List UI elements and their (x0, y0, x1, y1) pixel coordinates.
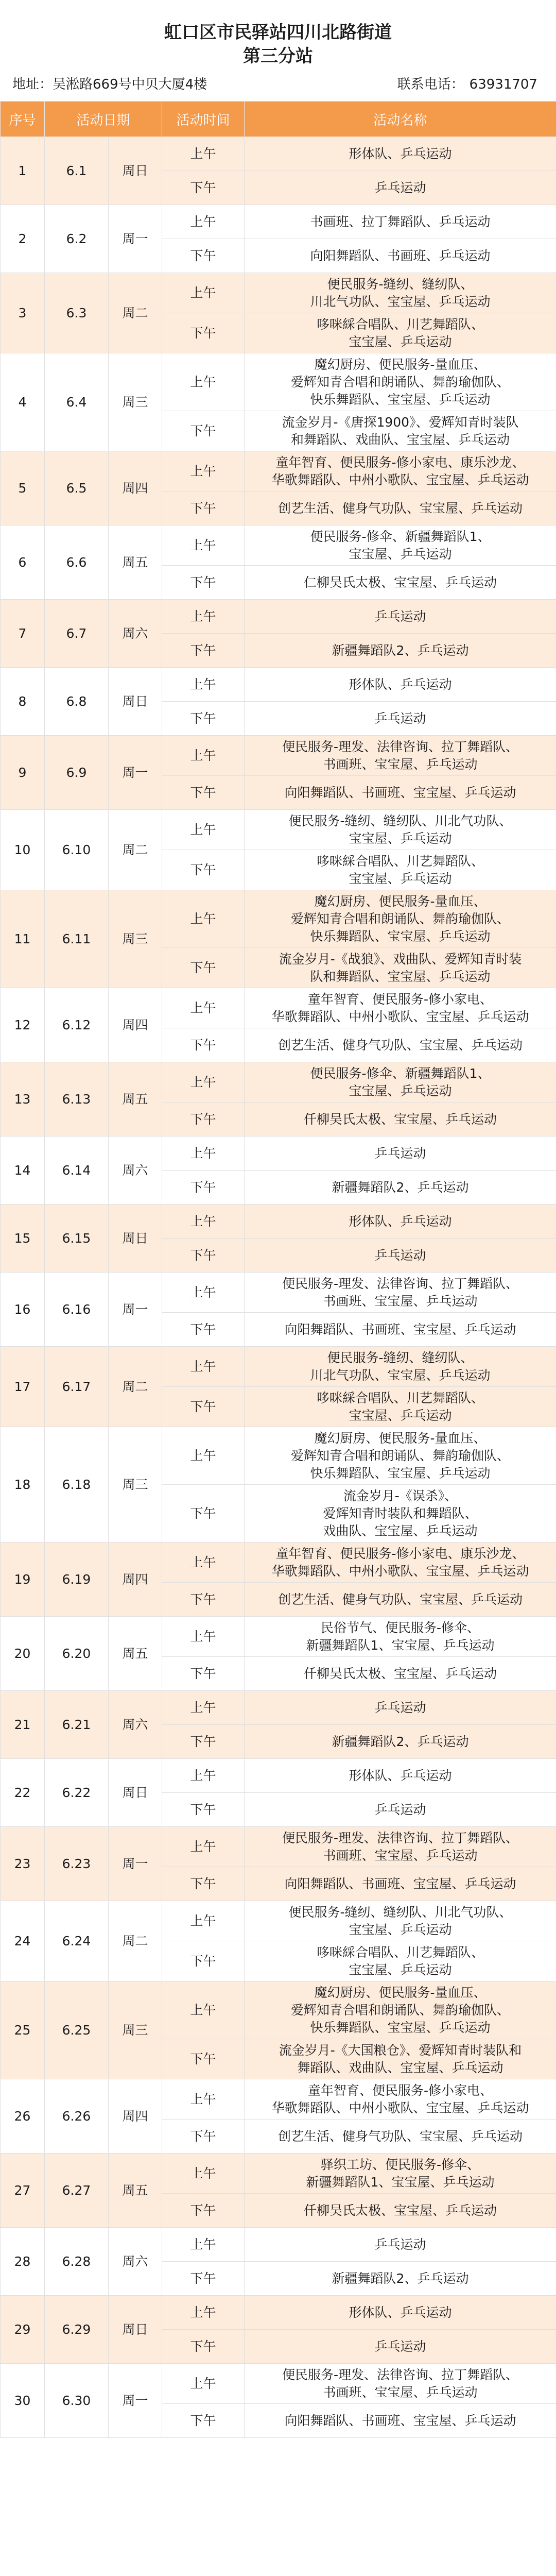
row-number: 2 (1, 205, 45, 273)
time-pm-label: 下午 (162, 1485, 245, 1543)
activity-am: 书画班、拉丁舞蹈队、乒乓运动 (245, 205, 556, 239)
row-date: 6.5 (45, 451, 109, 526)
time-pm-label: 下午 (162, 1103, 245, 1137)
time-am-label: 上午 (162, 205, 245, 239)
time-pm-label: 下午 (162, 1793, 245, 1827)
activity-pm: 乒乓运动 (245, 702, 556, 736)
row-weekday: 周三 (109, 1427, 162, 1543)
row-weekday: 周二 (109, 1901, 162, 1981)
row-number: 27 (1, 2154, 45, 2228)
time-pm-label: 下午 (162, 1313, 245, 1347)
row-weekday: 周一 (109, 205, 162, 273)
time-am-label: 上午 (162, 526, 245, 566)
row-weekday: 周日 (109, 668, 162, 736)
activity-pm: 新疆舞蹈队2、乒乓运动 (245, 2262, 556, 2296)
time-pm-label: 下午 (162, 2262, 245, 2296)
row-weekday: 周一 (109, 1827, 162, 1901)
activity-pm: 创艺生活、健身气功队、宝宝屋、乒乓运动 (245, 1028, 556, 1062)
row-weekday: 周四 (109, 451, 162, 526)
row-date: 6.26 (45, 2079, 109, 2154)
table-row-am (1, 988, 556, 1028)
activity-pm: 流金岁月-《误杀》、 爱辉知青时装队和舞蹈队、 戏曲队、宝宝屋、乒乓运动 (245, 1485, 556, 1543)
activity-pm: 流金岁月-《唐探1900》、爱辉知青时装队 和舞蹈队、戏曲队、宝宝屋、乒乓运动 (245, 411, 556, 451)
activity-pm: 向阳舞蹈队、书画班、宝宝屋、乒乓运动 (245, 776, 556, 810)
table-row-am (1, 1347, 556, 1387)
activity-pm: 向阳舞蹈队、书画班、乒乓运动 (245, 239, 556, 273)
activity-pm: 乒乓运动 (245, 2330, 556, 2364)
row-date: 6.22 (45, 1759, 109, 1827)
row-number: 20 (1, 1617, 45, 1691)
row-number: 10 (1, 810, 45, 890)
activity-am: 乒乓运动 (245, 1137, 556, 1171)
table-row-am (1, 2228, 556, 2262)
row-number: 28 (1, 2228, 45, 2296)
time-pm-label: 下午 (162, 313, 245, 353)
row-date: 6.9 (45, 736, 109, 810)
activity-am: 便民服务-理发、法律咨询、拉丁舞蹈队、 书画班、宝宝屋、乒乓运动 (245, 736, 556, 776)
table-row-am (1, 1617, 556, 1657)
activity-pm: 哆咪綵合唱队、川艺舞蹈队、 宝宝屋、乒乓运动 (245, 1941, 556, 1981)
row-number: 22 (1, 1759, 45, 1827)
activity-pm: 乒乓运动 (245, 1793, 556, 1827)
time-am-label: 上午 (162, 2296, 245, 2330)
activity-am: 便民服务-缝纫、缝纫队、 川北气功队、宝宝屋、乒乓运动 (245, 1347, 556, 1387)
activity-am: 童年智育、便民服务-修小家电、 华歌舞蹈队、中州小歌队、宝宝屋、乒乓运动 (245, 2079, 556, 2120)
row-date: 6.8 (45, 668, 109, 736)
row-number: 7 (1, 600, 45, 668)
row-number: 24 (1, 1901, 45, 1981)
row-number: 25 (1, 1981, 45, 2079)
table-row-am (1, 273, 556, 313)
row-number: 9 (1, 736, 45, 810)
row-number: 26 (1, 2079, 45, 2154)
time-am-label: 上午 (162, 736, 245, 776)
row-date: 6.13 (45, 1062, 109, 1137)
row-weekday: 周日 (109, 137, 162, 205)
activity-pm: 乒乓运动 (245, 171, 556, 205)
time-pm-label: 下午 (162, 634, 245, 668)
activity-am: 便民服务-修伞、新疆舞蹈队1、 宝宝屋、乒乓运动 (245, 1062, 556, 1103)
row-date: 6.12 (45, 988, 109, 1062)
activity-am: 童年智育、便民服务-修小家电、康乐沙龙、 华歌舞蹈队、中州小歌队、宝宝屋、乒乓运动 (245, 451, 556, 492)
time-pm-label: 下午 (162, 1028, 245, 1062)
row-date: 6.6 (45, 526, 109, 600)
activity-pm: 新疆舞蹈队2、乒乓运动 (245, 634, 556, 668)
time-pm-label: 下午 (162, 2039, 245, 2079)
row-date: 6.28 (45, 2228, 109, 2296)
address-value: 吴淞路669号中贝大厦4楼 (53, 77, 207, 92)
row-number: 8 (1, 668, 45, 736)
time-pm-label: 下午 (162, 411, 245, 451)
row-weekday: 周六 (109, 1137, 162, 1205)
table-row-am (1, 353, 556, 411)
row-date: 6.10 (45, 810, 109, 890)
table-row-am (1, 137, 556, 171)
activity-am: 乒乓运动 (245, 1691, 556, 1725)
table-row-am (1, 2079, 556, 2120)
activity-pm: 向阳舞蹈队、书画班、宝宝屋、乒乓运动 (245, 2404, 556, 2438)
header-date: 活动日期 (45, 101, 162, 137)
row-date: 6.2 (45, 205, 109, 273)
header-time: 活动时间 (162, 101, 245, 137)
activity-am: 便民服务-理发、法律咨询、拉丁舞蹈队、 书画班、宝宝屋、乒乓运动 (245, 1827, 556, 1867)
time-am-label: 上午 (162, 1273, 245, 1313)
table-row-am (1, 1543, 556, 1583)
time-pm-label: 下午 (162, 850, 245, 890)
row-number: 6 (1, 526, 45, 600)
activity-am: 便民服务-缝纫、缝纫队、川北气功队、 宝宝屋、乒乓运动 (245, 810, 556, 850)
row-weekday: 周三 (109, 353, 162, 451)
time-pm-label: 下午 (162, 1657, 245, 1691)
row-date: 6.14 (45, 1137, 109, 1205)
row-number: 15 (1, 1205, 45, 1273)
time-pm-label: 下午 (162, 566, 245, 600)
row-date: 6.16 (45, 1273, 109, 1347)
row-weekday: 周六 (109, 600, 162, 668)
row-number: 17 (1, 1347, 45, 1427)
row-weekday: 周三 (109, 890, 162, 988)
activity-am: 童年智育、便民服务-修小家电、 华歌舞蹈队、中州小歌队、宝宝屋、乒乓运动 (245, 988, 556, 1028)
time-pm-label: 下午 (162, 1941, 245, 1981)
time-pm-label: 下午 (162, 2330, 245, 2364)
row-date: 6.11 (45, 890, 109, 988)
activity-am: 便民服务-理发、法律咨询、拉丁舞蹈队、 书画班、宝宝屋、乒乓运动 (245, 2364, 556, 2404)
activity-am: 形体队、乒乓运动 (245, 1205, 556, 1239)
time-am-label: 上午 (162, 1901, 245, 1941)
time-pm-label: 下午 (162, 776, 245, 810)
row-date: 6.7 (45, 600, 109, 668)
row-date: 6.1 (45, 137, 109, 205)
time-am-label: 上午 (162, 2364, 245, 2404)
row-number: 4 (1, 353, 45, 451)
table-row-am (1, 2296, 556, 2330)
row-weekday: 周六 (109, 1691, 162, 1759)
address-block (12, 75, 207, 94)
activity-am: 便民服务-修伞、新疆舞蹈队1、 宝宝屋、乒乓运动 (245, 526, 556, 566)
time-am-label: 上午 (162, 600, 245, 634)
time-am-label: 上午 (162, 810, 245, 850)
row-date: 6.27 (45, 2154, 109, 2228)
activity-pm: 向阳舞蹈队、书画班、宝宝屋、乒乓运动 (245, 1313, 556, 1347)
row-number: 14 (1, 1137, 45, 1205)
activity-pm: 仟柳吴氏太极、宝宝屋、乒乓运动 (245, 1103, 556, 1137)
row-weekday: 周四 (109, 988, 162, 1062)
time-am-label: 上午 (162, 1427, 245, 1485)
table-row-am (1, 205, 556, 239)
activity-pm: 创艺生活、健身气功队、宝宝屋、乒乓运动 (245, 2120, 556, 2154)
row-weekday: 周日 (109, 1205, 162, 1273)
time-am-label: 上午 (162, 1205, 245, 1239)
table-row-am (1, 1205, 556, 1239)
activity-am: 形体队、乒乓运动 (245, 137, 556, 171)
table-row-am (1, 1273, 556, 1313)
activity-am: 形体队、乒乓运动 (245, 2296, 556, 2330)
time-am-label: 上午 (162, 668, 245, 702)
row-number: 11 (1, 890, 45, 988)
row-number: 3 (1, 273, 45, 353)
row-number: 16 (1, 1273, 45, 1347)
activity-am: 形体队、乒乓运动 (245, 668, 556, 702)
time-am-label: 上午 (162, 137, 245, 171)
activity-am: 魔幻厨房、便民服务-量血压、 爱辉知青合唱和朗诵队、舞韵瑜伽队、 快乐舞蹈队、宝宝屋、乒乓运动 (245, 890, 556, 948)
activity-am: 魔幻厨房、便民服务-量血压、 爱辉知青合唱和朗诵队、舞韵瑜伽队、 快乐舞蹈队、宝宝屋、乒乓运动 (245, 1981, 556, 2039)
time-am-label: 上午 (162, 2079, 245, 2120)
table-row-am (1, 1827, 556, 1867)
time-pm-label: 下午 (162, 492, 245, 526)
time-pm-label: 下午 (162, 171, 245, 205)
table-row-am (1, 526, 556, 566)
time-pm-label: 下午 (162, 1725, 245, 1759)
time-am-label: 上午 (162, 1827, 245, 1867)
row-weekday: 周二 (109, 810, 162, 890)
activity-pm: 哆咪綵合唱队、川艺舞蹈队、 宝宝屋、乒乓运动 (245, 850, 556, 890)
time-pm-label: 下午 (162, 1867, 245, 1901)
row-date: 6.15 (45, 1205, 109, 1273)
row-weekday: 周一 (109, 1273, 162, 1347)
time-pm-label: 下午 (162, 239, 245, 273)
activity-am: 乒乓运动 (245, 2228, 556, 2262)
row-date: 6.3 (45, 273, 109, 353)
row-date: 6.21 (45, 1691, 109, 1759)
row-weekday: 周四 (109, 2079, 162, 2154)
table-row-am (1, 451, 556, 492)
header-no: 序号 (1, 101, 45, 137)
table-row-am (1, 736, 556, 776)
activity-am: 形体队、乒乓运动 (245, 1759, 556, 1793)
activity-am: 童年智育、便民服务-修小家电、康乐沙龙、 华歌舞蹈队、中州小歌队、宝宝屋、乒乓运动 (245, 1543, 556, 1583)
page-title (0, 0, 556, 68)
table-row-am (1, 2154, 556, 2194)
row-date: 6.24 (45, 1901, 109, 1981)
table-row-am (1, 1901, 556, 1941)
time-am-label: 上午 (162, 451, 245, 492)
row-date: 6.17 (45, 1347, 109, 1427)
row-weekday: 周日 (109, 1759, 162, 1827)
row-date: 6.23 (45, 1827, 109, 1901)
table-row-am (1, 810, 556, 850)
phone-value: 63931707 (469, 77, 537, 92)
time-am-label: 上午 (162, 890, 245, 948)
row-date: 6.30 (45, 2364, 109, 2438)
activity-am: 民俗节气、便民服务-修伞、 新疆舞蹈队1、宝宝屋、乒乓运动 (245, 1617, 556, 1657)
time-pm-label: 下午 (162, 2194, 245, 2228)
title-line1: 虹口区市民驿站四川北路街道 (164, 22, 392, 43)
activity-pm: 流金岁月-《大国粮仓》、爱辉知青时装队和 舞蹈队、戏曲队、宝宝屋、乒乓运动 (245, 2039, 556, 2079)
activity-pm: 哆咪綵合唱队、川艺舞蹈队、 宝宝屋、乒乓运动 (245, 313, 556, 353)
table-row-am (1, 668, 556, 702)
time-am-label: 上午 (162, 1759, 245, 1793)
row-date: 6.29 (45, 2296, 109, 2364)
title-line2: 第三分站 (243, 46, 313, 66)
row-number: 13 (1, 1062, 45, 1137)
time-pm-label: 下午 (162, 948, 245, 988)
table-row-am (1, 1759, 556, 1793)
row-number: 5 (1, 451, 45, 526)
time-am-label: 上午 (162, 1981, 245, 2039)
phone-block (397, 75, 537, 94)
schedule-body (1, 137, 556, 2438)
time-pm-label: 下午 (162, 1171, 245, 1205)
time-am-label: 上午 (162, 2154, 245, 2194)
time-am-label: 上午 (162, 1137, 245, 1171)
time-am-label: 上午 (162, 2228, 245, 2262)
activity-pm: 仁柳吴氏太极、宝宝屋、乒乓运动 (245, 566, 556, 600)
activity-pm: 向阳舞蹈队、书画班、宝宝屋、乒乓运动 (245, 1867, 556, 1901)
time-pm-label: 下午 (162, 2120, 245, 2154)
row-weekday: 周四 (109, 1543, 162, 1617)
row-number: 1 (1, 137, 45, 205)
activity-pm: 哆咪綵合唱队、川艺舞蹈队、 宝宝屋、乒乓运动 (245, 1387, 556, 1427)
row-number: 23 (1, 1827, 45, 1901)
time-pm-label: 下午 (162, 1239, 245, 1273)
activity-pm: 仟柳吴氏太极、宝宝屋、乒乓运动 (245, 1657, 556, 1691)
row-date: 6.20 (45, 1617, 109, 1691)
row-weekday: 周六 (109, 2228, 162, 2296)
activity-am: 驿织工坊、便民服务-修伞、 新疆舞蹈队1、宝宝屋、乒乓运动 (245, 2154, 556, 2194)
row-date: 6.25 (45, 1981, 109, 2079)
row-weekday: 周五 (109, 2154, 162, 2228)
activity-pm: 流金岁月-《战狼》、戏曲队、爱辉知青时装 队和舞蹈队、宝宝屋、乒乓运动 (245, 948, 556, 988)
time-am-label: 上午 (162, 1617, 245, 1657)
row-number: 29 (1, 2296, 45, 2364)
activity-pm: 仟柳吴氏太极、宝宝屋、乒乓运动 (245, 2194, 556, 2228)
row-number: 18 (1, 1427, 45, 1543)
table-row-am (1, 1137, 556, 1171)
row-weekday: 周五 (109, 1617, 162, 1691)
row-weekday: 周五 (109, 1062, 162, 1137)
time-pm-label: 下午 (162, 702, 245, 736)
activity-pm: 创艺生活、健身气功队、宝宝屋、乒乓运动 (245, 492, 556, 526)
time-am-label: 上午 (162, 273, 245, 313)
row-weekday: 周二 (109, 1347, 162, 1427)
row-number: 30 (1, 2364, 45, 2438)
activity-am: 乒乓运动 (245, 600, 556, 634)
phone-label: 联系电话： (397, 77, 464, 92)
time-pm-label: 下午 (162, 2404, 245, 2438)
row-weekday: 周日 (109, 2296, 162, 2364)
table-row-am (1, 1691, 556, 1725)
time-am-label: 上午 (162, 1543, 245, 1583)
table-header-row (1, 101, 556, 137)
time-am-label: 上午 (162, 1691, 245, 1725)
table-row-am (1, 890, 556, 948)
row-date: 6.18 (45, 1427, 109, 1543)
row-number: 21 (1, 1691, 45, 1759)
row-weekday: 周二 (109, 273, 162, 353)
activity-am: 魔幻厨房、便民服务-量血压、 爱辉知青合唱和朗诵队、舞韵瑜伽队、 快乐舞蹈队、宝宝屋、乒乓运动 (245, 1427, 556, 1485)
table-row-am (1, 1062, 556, 1103)
row-weekday: 周三 (109, 1981, 162, 2079)
schedule-table (0, 101, 556, 2438)
table-row-am (1, 2364, 556, 2404)
time-am-label: 上午 (162, 1347, 245, 1387)
activity-pm: 乒乓运动 (245, 1239, 556, 1273)
activity-pm: 新疆舞蹈队2、乒乓运动 (245, 1171, 556, 1205)
row-date: 6.4 (45, 353, 109, 451)
header-activity: 活动名称 (245, 101, 556, 137)
row-weekday: 周一 (109, 2364, 162, 2438)
address-label: 地址： (12, 77, 53, 92)
time-pm-label: 下午 (162, 1387, 245, 1427)
info-bar (0, 68, 556, 101)
activity-pm: 新疆舞蹈队2、乒乓运动 (245, 1725, 556, 1759)
row-date: 6.19 (45, 1543, 109, 1617)
time-am-label: 上午 (162, 1062, 245, 1103)
activity-am: 魔幻厨房、便民服务-量血压、 爱辉知青合唱和朗诵队、舞韵瑜伽队、 快乐舞蹈队、宝宝屋、乒乓运动 (245, 353, 556, 411)
time-pm-label: 下午 (162, 1583, 245, 1617)
activity-am: 便民服务-缝纫、缝纫队、 川北气功队、宝宝屋、乒乓运动 (245, 273, 556, 313)
table-row-am (1, 600, 556, 634)
activity-pm: 创艺生活、健身气功队、宝宝屋、乒乓运动 (245, 1583, 556, 1617)
row-number: 12 (1, 988, 45, 1062)
row-number: 19 (1, 1543, 45, 1617)
row-weekday: 周一 (109, 736, 162, 810)
row-weekday: 周五 (109, 526, 162, 600)
activity-am: 便民服务-缝纫、缝纫队、川北气功队、 宝宝屋、乒乓运动 (245, 1901, 556, 1941)
time-am-label: 上午 (162, 988, 245, 1028)
activity-am: 便民服务-理发、法律咨询、拉丁舞蹈队、 书画班、宝宝屋、乒乓运动 (245, 1273, 556, 1313)
time-am-label: 上午 (162, 353, 245, 411)
table-row-am (1, 1981, 556, 2039)
table-row-am (1, 1427, 556, 1485)
